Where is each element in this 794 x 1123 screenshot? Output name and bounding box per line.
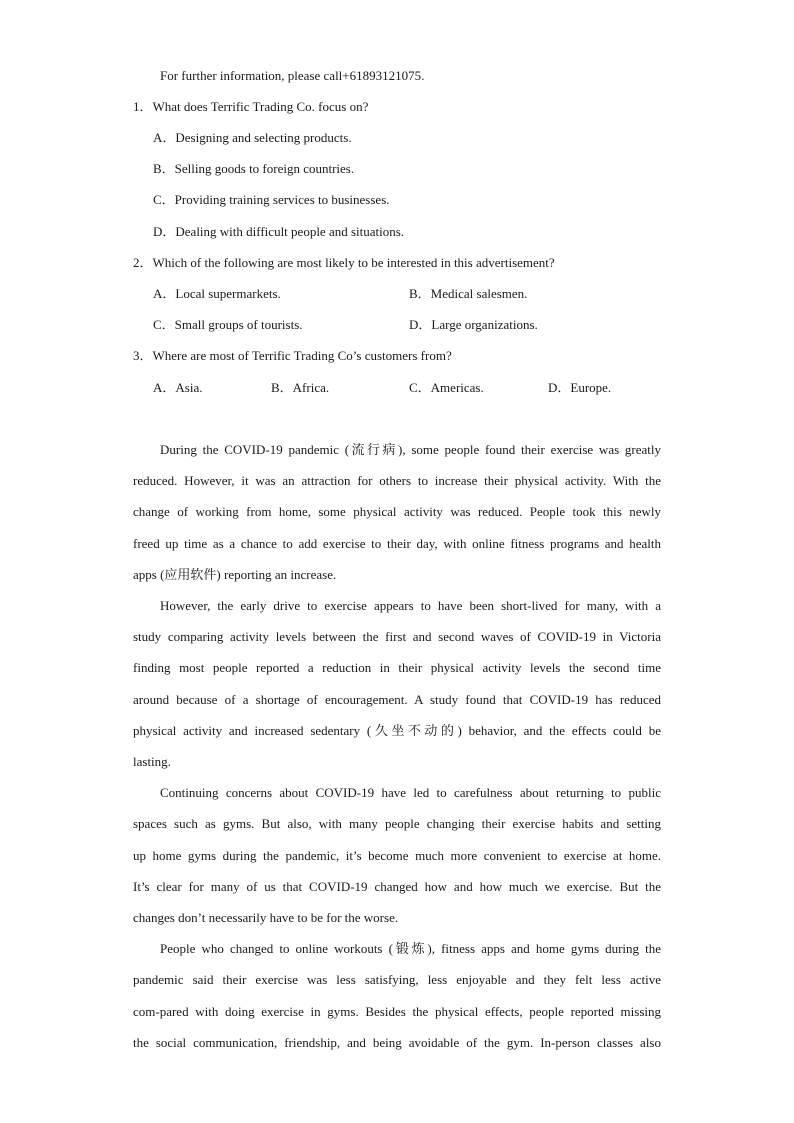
paragraph-line: study comparing activity levels between the first and second waves of COVID-19 in Victoria bbox=[133, 629, 661, 644]
question-3-option-b: B．Africa. bbox=[271, 380, 330, 395]
question-3-option-c: C．Americas. bbox=[409, 380, 484, 395]
paragraph-line: physical activity and increased sedentary (久坐不动的) behavior, and the effects could be bbox=[133, 723, 661, 738]
paragraph-line: changes don’t necessarily have to be for the worse. bbox=[133, 910, 399, 925]
paragraph-line: However, the early drive to exercise appears to have been short-lived for many, with a bbox=[160, 598, 661, 613]
question-1-option-a: A．Designing and selecting products. bbox=[153, 130, 352, 145]
contact-info-line: For further information, please call+61893121075. bbox=[160, 68, 425, 83]
question-3-option-d: D．Europe. bbox=[548, 380, 612, 395]
paragraph-line: up home gyms during the pandemic, it’s become much more convenient to exercise at home. bbox=[133, 848, 661, 863]
paragraph-line: spaces such as gyms. But also, with many people changing their exercise habits and setting bbox=[133, 816, 661, 831]
question-3-stem: 3．Where are most of Terrific Trading Co’s customers from? bbox=[133, 348, 452, 363]
paragraph-line: freed up time as a chance to add exercise to their day, with online fitness programs and health bbox=[133, 536, 661, 551]
paragraph-line: Continuing concerns about COVID-19 have led to carefulness about returning to public bbox=[160, 785, 661, 800]
question-1-stem: 1．What does Terrific Trading Co. focus on? bbox=[133, 99, 369, 114]
question-1-option-b: B．Selling goods to foreign countries. bbox=[153, 161, 355, 176]
paragraph-line: lasting. bbox=[133, 754, 171, 769]
paragraph-line: com-pared with doing exercise in gyms. Besides the physical effects, people reported missing bbox=[133, 1004, 661, 1019]
question-2-option-b: B．Medical salesmen. bbox=[409, 286, 528, 301]
question-3-option-a: A．Asia. bbox=[153, 380, 203, 395]
paragraph-line: the social communication, friendship, and being avoidable of the gym. In-person classes also bbox=[133, 1035, 661, 1050]
paragraph-line: During the COVID-19 pandemic (流行病), some people found their exercise was greatly bbox=[160, 442, 661, 457]
paragraph-line: It’s clear for many of us that COVID-19 changed how and how much we exercise. But the bbox=[133, 879, 661, 894]
paragraph-line: apps (应用软件) reporting an increase. bbox=[133, 567, 337, 582]
question-2-option-a: A．Local supermarkets. bbox=[153, 286, 281, 301]
paragraph-line: around because of a shortage of encouragement. A study found that COVID-19 has reduced bbox=[133, 692, 661, 707]
question-2-option-d: D．Large organizations. bbox=[409, 317, 538, 332]
question-1-option-d: D．Dealing with difficult people and situations. bbox=[153, 224, 405, 239]
paragraph-line: People who changed to online workouts (锻炼), fitness apps and home gyms during the bbox=[160, 941, 661, 956]
paragraph-line: reduced. However, it was an attraction for others to increase their physical activity. With the bbox=[133, 473, 661, 488]
question-1-option-c: C．Providing training services to businesses. bbox=[153, 192, 390, 207]
question-2-option-c: C．Small groups of tourists. bbox=[153, 317, 303, 332]
question-2-stem: 2．Which of the following are most likely to be interested in this advertisement? bbox=[133, 255, 555, 270]
paragraph-line: finding most people reported a reduction in their physical activity levels the second time bbox=[133, 660, 661, 675]
paragraph-line: change of working from home, some physical activity was reduced. People took this newly bbox=[133, 504, 661, 519]
paragraph-line: pandemic said their exercise was less satisfying, less enjoyable and they felt less active bbox=[133, 972, 661, 987]
